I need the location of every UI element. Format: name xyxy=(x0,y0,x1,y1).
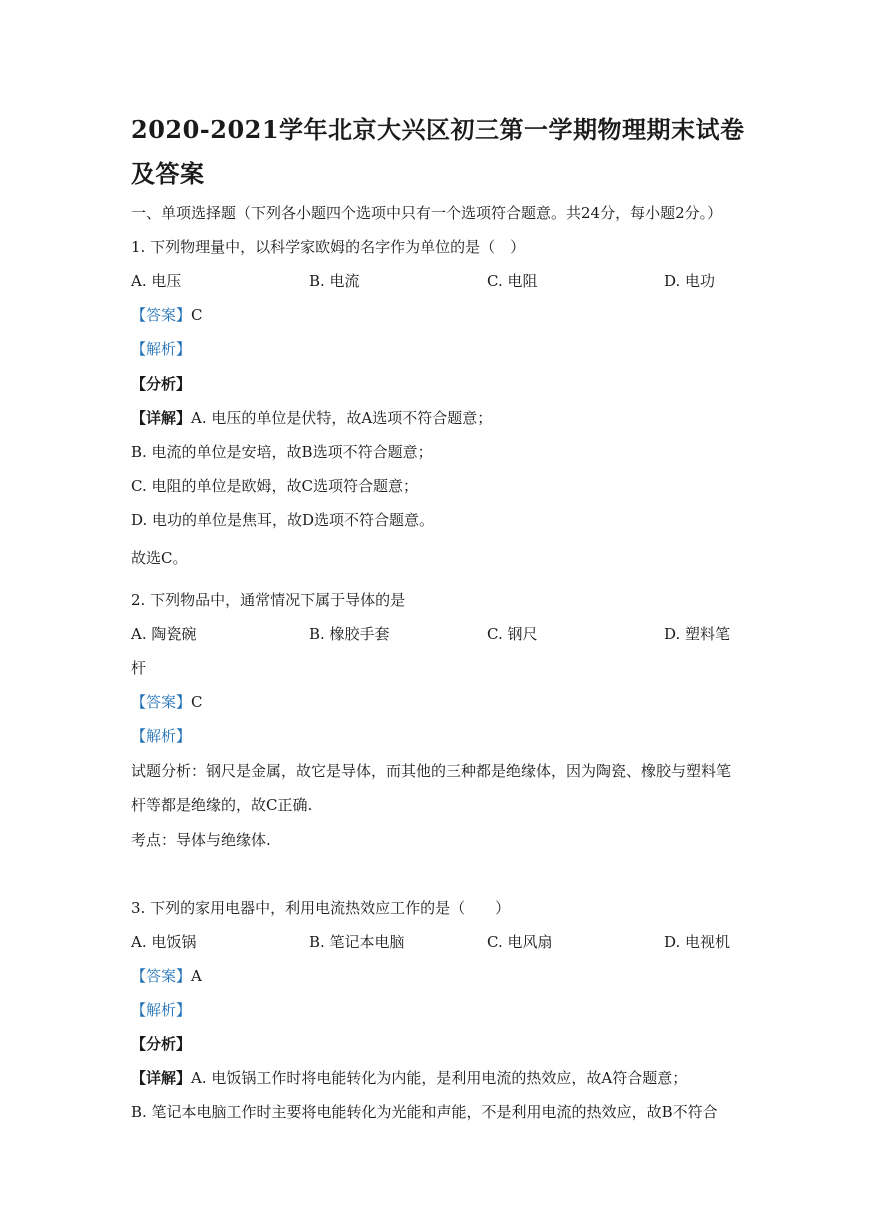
question-1-stem: 1. 下列物理量中，以科学家欧姆的名字作为单位的是（ ） xyxy=(131,238,526,256)
option-c: C. 钢尺 xyxy=(487,625,538,643)
explanation-paragraph: 试题分析：钢尺是金属，故它是导体，而其他的三种都是绝缘体，因为陶瓷、橡胶与塑料笔杆等都是绝缘的，故C正确. xyxy=(131,762,732,814)
detail-text-a: A. 电压的单位是伏特，故A选项不符合题意； xyxy=(191,409,493,427)
question-3-stem: 3. 下列的家用电器中，利用电流热效应工作的是（ ） xyxy=(131,899,511,917)
question-3-options xyxy=(131,932,741,952)
detail-line-b: B. 电流的单位是安培，故B选项不符合题意； xyxy=(131,443,433,461)
analysis-tag: 【解析】 xyxy=(131,340,192,358)
detail-tag: 【详解】 xyxy=(131,409,192,427)
question-2-answer xyxy=(131,692,203,712)
option-b: B. 橡胶手套 xyxy=(309,625,390,643)
option-a: A. 电压 xyxy=(131,272,182,290)
option-a: A. 电饭锅 xyxy=(131,933,197,951)
detail-line-a xyxy=(131,408,492,428)
detail-text-a: A. 电饭锅工作时将电能转化为内能，是利用电流的热效应，故A符合题意； xyxy=(191,1069,688,1087)
option-d: D. 塑料笔 xyxy=(664,625,731,643)
analysis-tag: 【解析】 xyxy=(131,1001,192,1019)
fenxi-tag: 【分析】 xyxy=(131,1035,192,1053)
detail-line-b: B. 笔记本电脑工作时主要将电能转化为光能和声能，不是利用电流的热效应，故B不符合 xyxy=(131,1103,718,1121)
question-1-options xyxy=(131,271,741,291)
answer-value: A xyxy=(191,967,202,985)
option-c: C. 电风扇 xyxy=(487,933,553,951)
option-a: A. 陶瓷碗 xyxy=(131,625,197,643)
option-d: D. 电视机 xyxy=(664,933,731,951)
question-2-options xyxy=(131,624,741,644)
kaodian: 考点：导体与绝缘体. xyxy=(131,831,271,849)
section-heading: 一、单项选择题（下列各小题四个选项中只有一个选项符合题意。共24分，每小题2分。） xyxy=(131,204,723,222)
question-1-answer xyxy=(131,305,203,325)
fenxi-tag: 【分析】 xyxy=(131,375,192,393)
detail-line-c: C. 电阻的单位是欧姆，故C选项符合题意； xyxy=(131,477,418,495)
option-c: C. 电阻 xyxy=(487,272,538,290)
question-3-answer xyxy=(131,966,202,986)
option-b: B. 电流 xyxy=(309,272,360,290)
answer-value: C xyxy=(191,306,203,324)
detail-line-a xyxy=(131,1068,687,1088)
detail-line-d: D. 电功的单位是焦耳，故D选项不符合题意。 xyxy=(131,511,435,529)
option-b: B. 笔记本电脑 xyxy=(309,933,405,951)
detail-tag: 【详解】 xyxy=(131,1069,192,1087)
analysis-tag: 【解析】 xyxy=(131,727,192,745)
answer-value: C xyxy=(191,693,203,711)
option-d: D. 电功 xyxy=(664,272,716,290)
conclusion: 故选C。 xyxy=(131,549,188,567)
answer-tag: 【答案】 xyxy=(131,967,192,985)
answer-tag: 【答案】 xyxy=(131,693,192,711)
question-2-stem: 2. 下列物品中，通常情况下属于导体的是 xyxy=(131,591,406,609)
answer-tag: 【答案】 xyxy=(131,306,192,324)
document-title: 2020-2021学年北京大兴区初三第一学期物理期末试卷及答案 xyxy=(131,115,745,188)
option-d-continued: 杆 xyxy=(131,659,147,677)
